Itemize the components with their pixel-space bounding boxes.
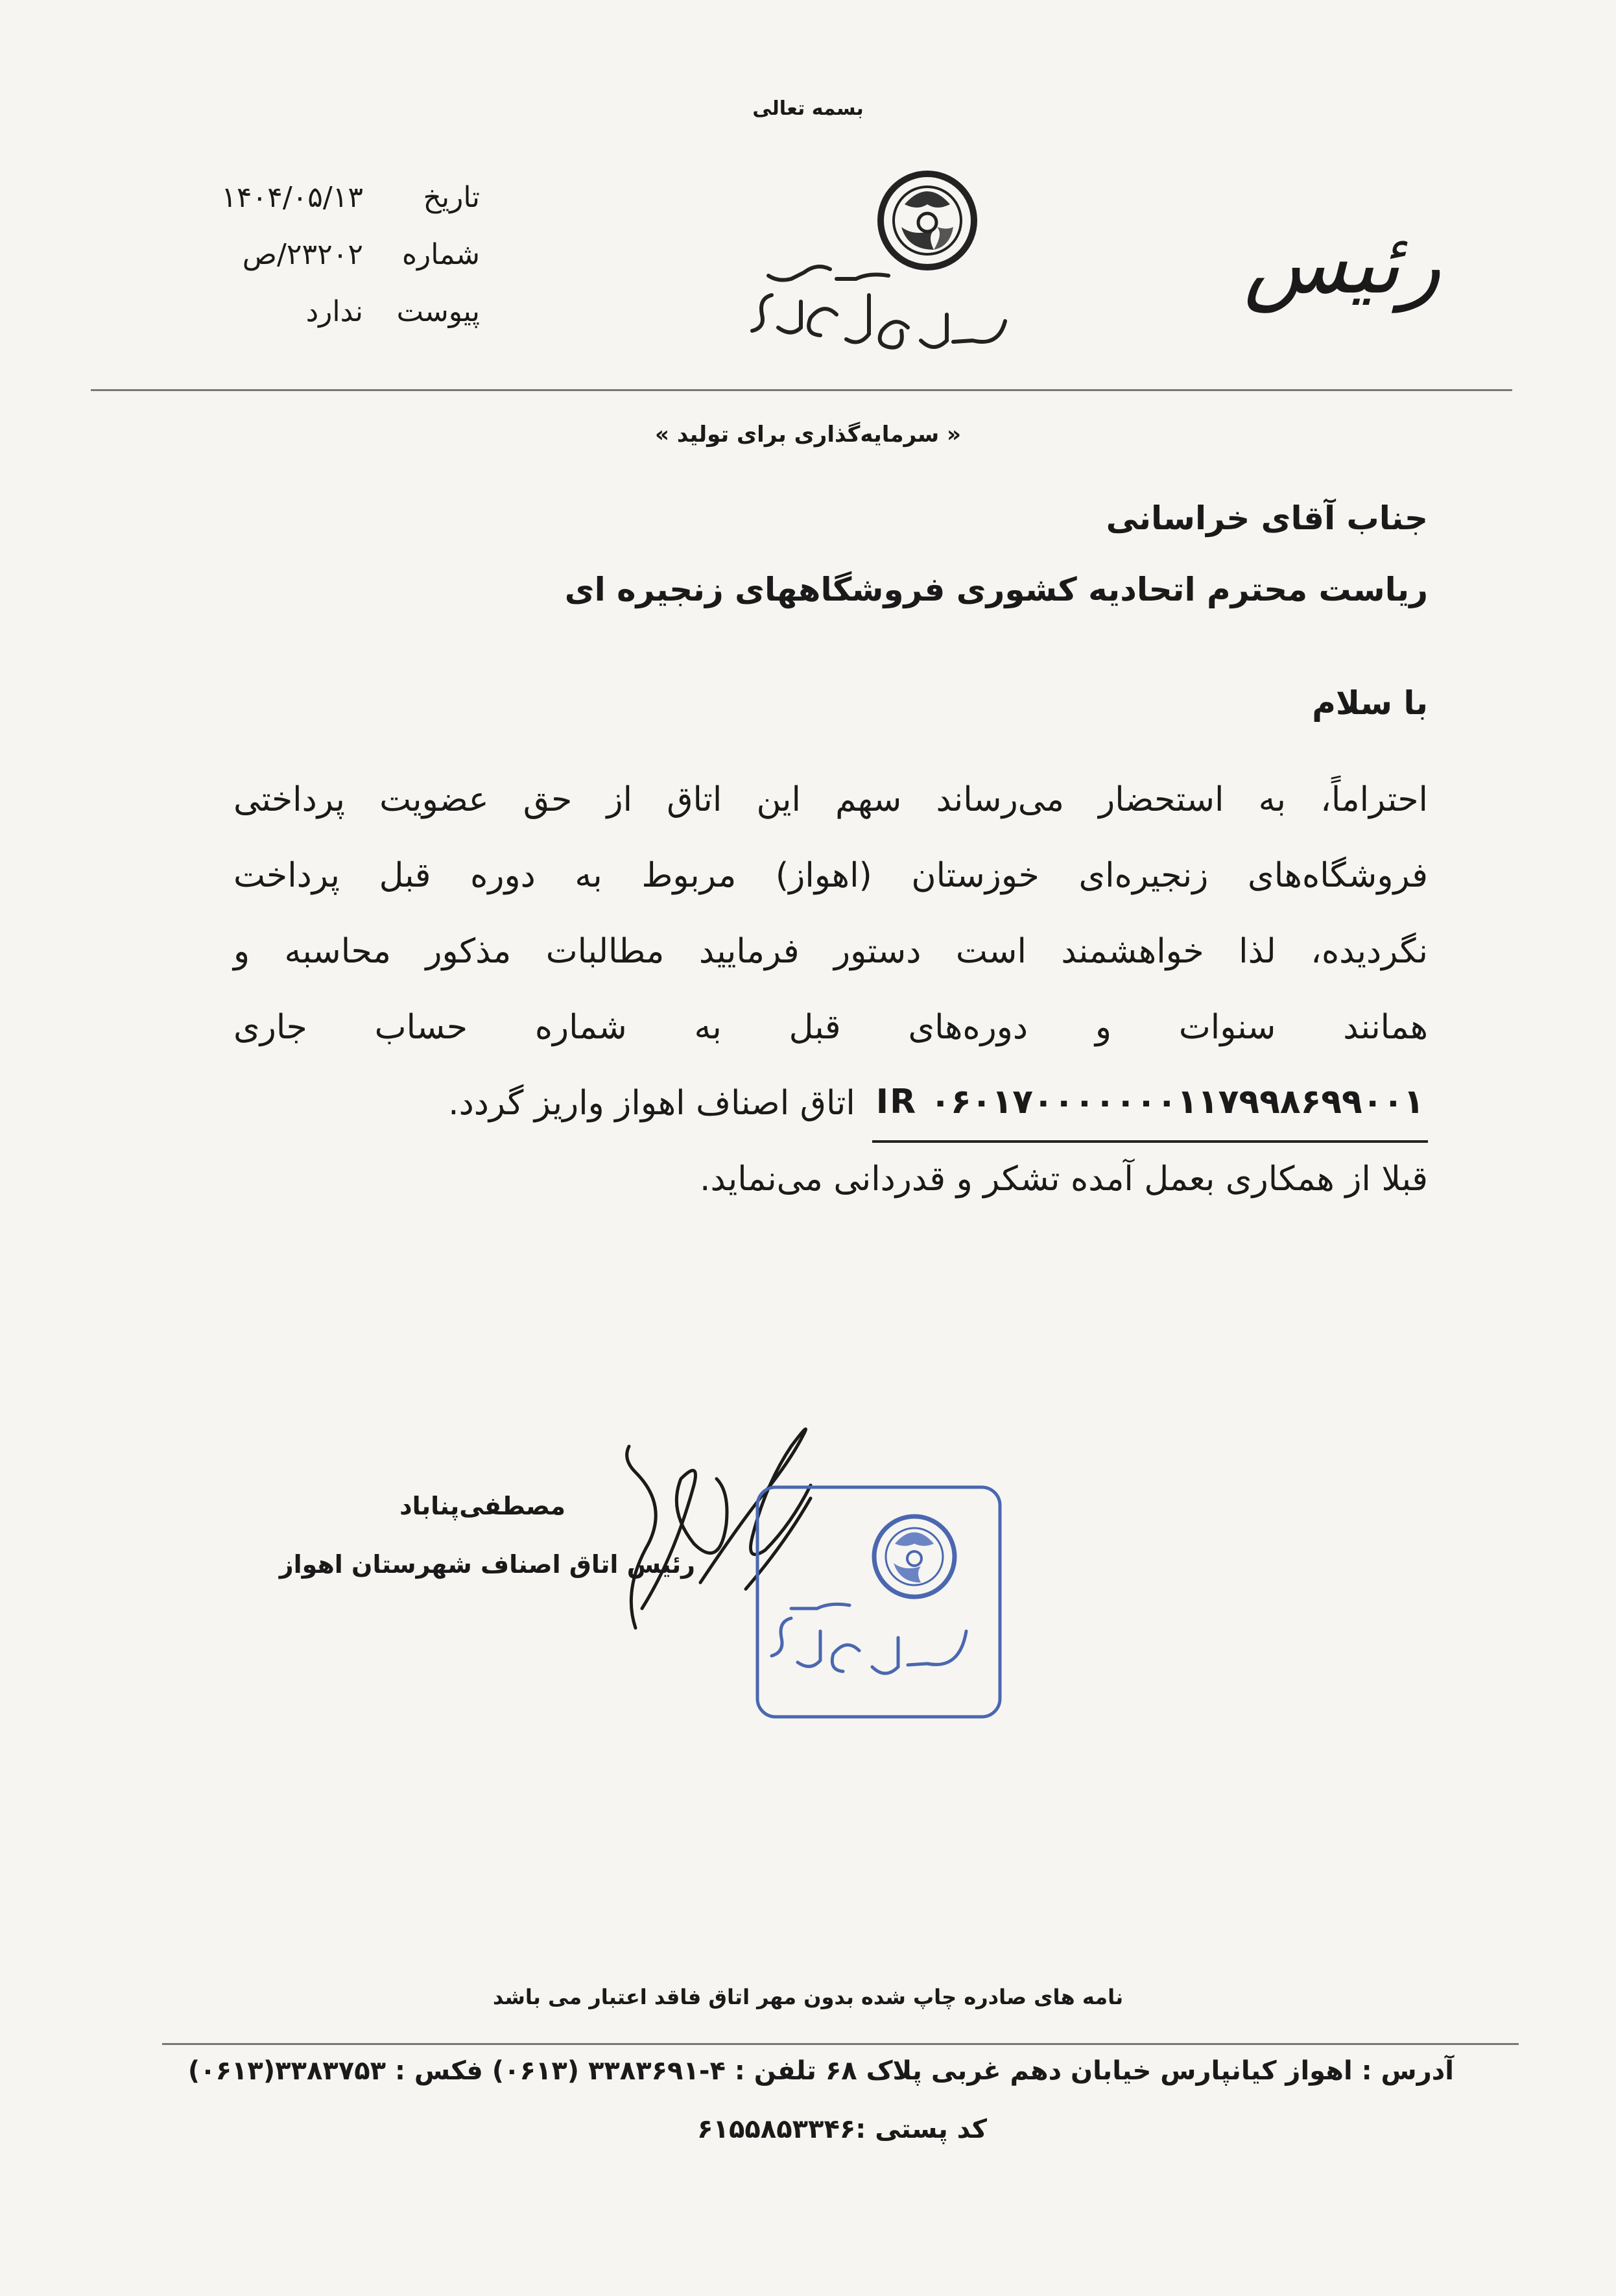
body-line-2: فروشگاه‌های زنجیره‌ای خوزستان (اهواز) مربوط به دوره قبل پرداخت — [233, 856, 1428, 895]
meta-number-value: ۲۳۲۰۲/ص — [242, 237, 363, 271]
logo-lettering — [752, 267, 1005, 348]
meta-attachment-label: پیوست — [396, 294, 480, 328]
body-closing: قبلا از همکاری بعمل آمده تشکر و قدردانی می‌نماید. — [699, 1160, 1428, 1199]
meta-attachment-row — [143, 283, 480, 340]
body-line-1: احتراماً، به استحضار می‌رساند سهم این اتاق از حق عضویت پرداختی — [233, 780, 1428, 819]
meta-date-label: تاریخ — [423, 180, 480, 214]
meta-attachment-value: ندارد — [305, 294, 363, 328]
official-stamp — [752, 1482, 1005, 1722]
validity-notice: نامه های صادره چاپ شده بدون مهر اتاق فاقد اعتبار می باشد — [492, 1985, 1124, 2009]
chamber-logo — [739, 165, 1025, 373]
recipient-name: جناب آقای خراسانی — [1106, 499, 1428, 537]
slogan: « سرمایه‌گذاری برای تولید » — [655, 422, 961, 448]
body-line-5-text: اتاق اصناف اهواز واریز گردد. — [448, 1084, 855, 1123]
stamp-lettering — [772, 1604, 966, 1673]
signer-title: رئیس اتاق اصناف شهرستان اهواز — [279, 1550, 695, 1579]
body-line-4: همانند سنوات و دوره‌های قبل به شماره حساب جاری — [233, 1008, 1428, 1047]
stamp-emblem-icon — [874, 1516, 955, 1597]
footer-address: آدرس : اهواز کیانپارس خیابان دهم غربی پلاک ۶۸ تلفن : ۴-۳۳۸۳۶۹۱ (۰۶۱۳) فکس : ۳۳۸۳۷۵۳(۰۶۱۳) — [187, 2056, 1454, 2086]
logo-emblem-icon — [881, 174, 974, 267]
basmala: بسمه تعالی — [752, 97, 864, 120]
meta-date-row — [143, 169, 480, 226]
recipient-position: ریاست محترم اتحادیه کشوری فروشگاههای زنجیره ای — [564, 571, 1428, 608]
meta-number-row — [143, 226, 480, 283]
letter-meta — [143, 169, 480, 340]
meta-date-value: ۱۴۰۴/۰۵/۱۳ — [221, 180, 363, 214]
header-divider — [91, 389, 1512, 391]
letter-body — [233, 762, 1428, 1217]
greeting: با سلام — [1312, 684, 1428, 722]
office-title: رئیس — [1244, 214, 1441, 313]
body-line-5 — [233, 1066, 1428, 1142]
body-line-3: نگردیده، لذا خواهشمند است دستور فرمایید مطالبات مذکور محاسبه و — [233, 932, 1428, 971]
iban-number: IR ۰۶۰۱۷۰۰۰۰۰۰۰۱۱۷۹۹۸۶۹۹۰۰۱ — [872, 1064, 1428, 1143]
meta-number-label: شماره — [401, 237, 480, 271]
footer-postal-code: کد پستی :۶۱۵۵۸۵۳۳۴۶ — [697, 2114, 987, 2144]
footer-divider — [162, 2043, 1519, 2045]
signer-name: مصطفی‌پناباد — [399, 1492, 565, 1520]
